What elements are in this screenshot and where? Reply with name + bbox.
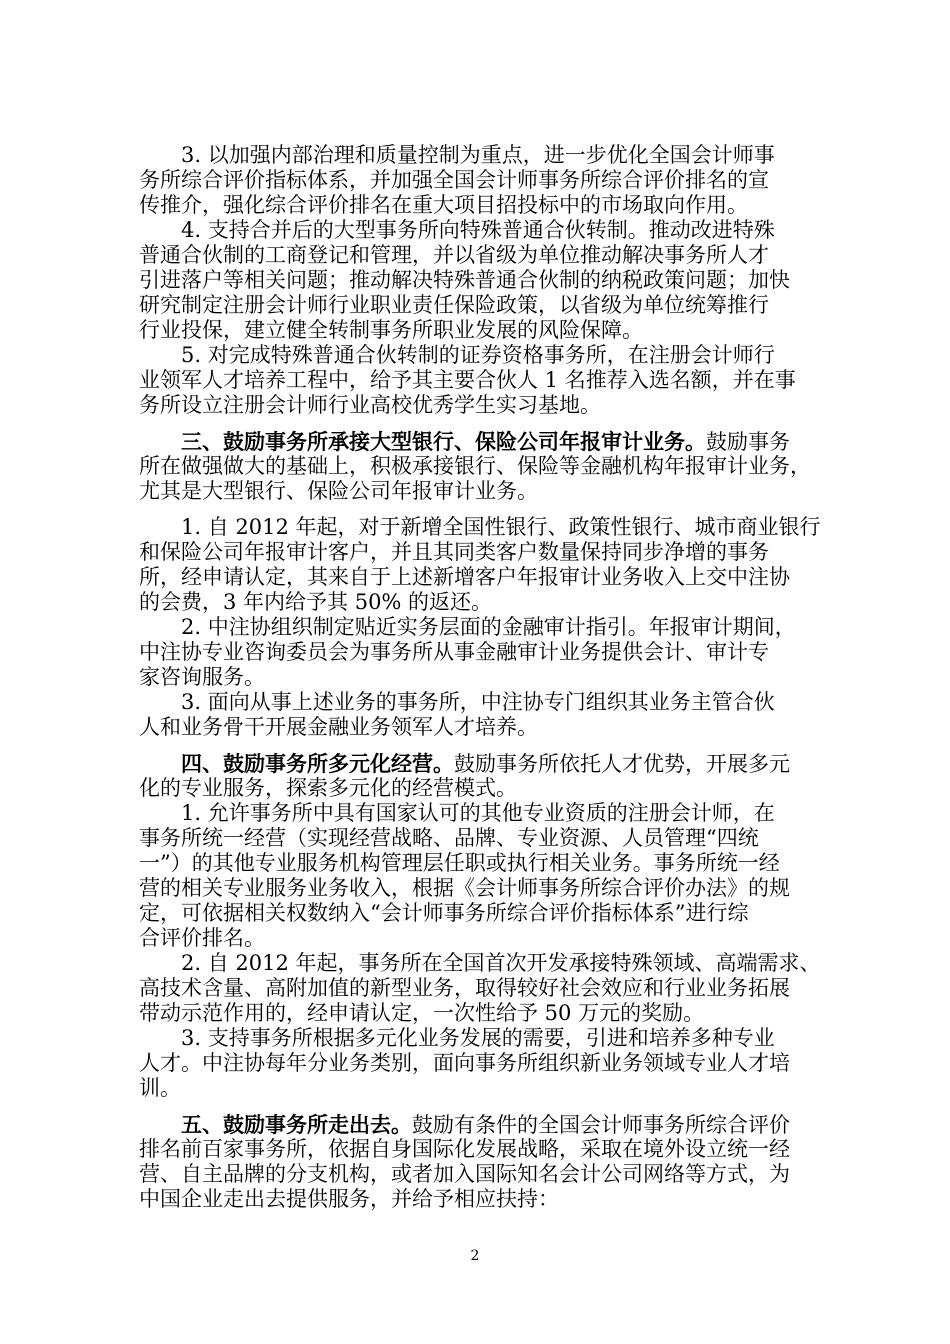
section-heading: 三、鼓励事务所承接大型银行、保险公司年报审计业务。 bbox=[181, 429, 706, 454]
text-line bbox=[139, 429, 819, 455]
text-line: 营的相关专业服务业务收入，根据《会计师事务所综合评价办法》的规 bbox=[139, 876, 790, 900]
text-line: 3. 以加强内部治理和质量控制为重点，进一步优化全国会计师事 bbox=[181, 143, 775, 167]
text-line: 高技术含量、高附加值的新型业务，取得较好社会效应和行业业务拓展 bbox=[139, 976, 790, 1000]
text-line: 行业投保，建立健全转制事务所职业发展的风险保障。 bbox=[139, 318, 643, 342]
text-line: 训。 bbox=[139, 1076, 181, 1100]
text-line: 的会费，3 年内给予其 50% 的返还。 bbox=[139, 590, 493, 614]
text-line: 普通合伙制的工商登记和管理，并以省级为单位推动解决事务所人才 bbox=[139, 243, 769, 267]
text-line: 务所设立注册会计师行业高校优秀学生实习基地。 bbox=[139, 393, 601, 417]
text-line: 和保险公司年报审计客户，并且其同类客户数量保持同步净增的事务 bbox=[139, 540, 769, 564]
text-line: 中注协专业咨询委员会为事务所从事金融审计业务提供会计、审计专 bbox=[139, 640, 769, 664]
text-line: 化的专业服务，探索多元化的经营模式。 bbox=[139, 776, 517, 800]
text-line: 合评价排名。 bbox=[139, 926, 265, 950]
text-line: 定，可依据相关权数纳入“会计师事务所综合评价指标体系”进行综 bbox=[139, 901, 749, 925]
text-line: 带动示范作用的，经申请认定，一次性给予 50 万元的奖励。 bbox=[139, 1001, 705, 1025]
text-line: 家咨询服务。 bbox=[139, 665, 265, 689]
text-line: 2. 自 2012 年起，事务所在全国首次开发承接特殊领域、高端需求、 bbox=[181, 951, 821, 975]
text-line: 研究制定注册会计师行业职业责任保险政策，以省级为单位统筹推行 bbox=[139, 293, 769, 317]
text-line bbox=[139, 1112, 819, 1138]
section-intro: 鼓励事务所依托人才优势，开展多元 bbox=[454, 752, 790, 776]
text-line: 1. 自 2012 年起，对于新增全国性银行、政策性银行、城市商业银行 bbox=[181, 515, 821, 539]
text-line: 4. 支持合并后的大型事务所向特殊普通合伙转制。推动改进特殊 bbox=[181, 218, 775, 242]
text-line: 尤其是大型银行、保险公司年报审计业务。 bbox=[139, 479, 538, 503]
text-line: 事务所统一经营（实现经营战略、品牌、专业资源、人员管理“四统 bbox=[139, 826, 759, 850]
page-number: 2 bbox=[470, 1248, 480, 1264]
text-line: 人才。中注协每年分业务类别，面向事务所组织新业务领域专业人才培 bbox=[139, 1051, 790, 1075]
text-line: 引进落户等相关问题；推动解决特殊普通合伙制的纳税政策问题；加快 bbox=[139, 268, 790, 292]
text-line: 1. 允许事务所中具有国家认可的其他专业资质的注册会计师，在 bbox=[181, 801, 775, 825]
text-line: 所，经申请认定，其来自于上述新增客户年报审计业务收入上交中注协 bbox=[139, 565, 790, 589]
text-line: 人和业务骨干开展金融业务领军人才培养。 bbox=[139, 715, 538, 739]
text-line bbox=[139, 751, 819, 777]
text-line: 务所综合评价指标体系，并加强全国会计师事务所综合评价排名的宣 bbox=[139, 168, 769, 192]
text-line: 营、自主品牌的分支机构，或者加入国际知名会计公司网络等方式，为 bbox=[139, 1162, 790, 1186]
section-heading: 四、鼓励事务所多元化经营。 bbox=[181, 751, 454, 776]
text-line: 中国企业走出去提供服务，并给予相应扶持： bbox=[139, 1187, 559, 1211]
text-line: 传推介，强化综合评价排名在重大项目招投标中的市场取向作用。 bbox=[139, 193, 748, 217]
text-line: 业领军人才培养工程中，给予其主要合伙人 1 名推荐入选名额，并在事 bbox=[139, 368, 796, 392]
text-line: 2. 中注协组织制定贴近实务层面的金融审计指引。年报审计期间， bbox=[181, 615, 796, 639]
text-line: 一”）的其他专业服务机构管理层任职或执行相关业务。事务所统一经 bbox=[139, 851, 780, 875]
section-intro: 鼓励有条件的全国会计师事务所综合评价 bbox=[412, 1113, 790, 1137]
text-line: 所在做强做大的基础上，积极承接银行、保险等金融机构年报审计业务， bbox=[139, 454, 811, 478]
text-line: 排名前百家事务所，依据自身国际化发展战略，采取在境外设立统一经 bbox=[139, 1137, 790, 1161]
text-line: 3. 支持事务所根据多元化业务发展的需要，引进和培养多种专业 bbox=[181, 1026, 775, 1050]
text-line: 5. 对完成特殊普通合伙转制的证券资格事务所，在注册会计师行 bbox=[181, 343, 775, 367]
section-heading: 五、鼓励事务所走出去。 bbox=[181, 1112, 412, 1137]
text-line: 3. 面向从事上述业务的事务所，中注协专门组织其业务主管合伙 bbox=[181, 690, 775, 714]
section-intro: 鼓励事务 bbox=[706, 430, 790, 454]
